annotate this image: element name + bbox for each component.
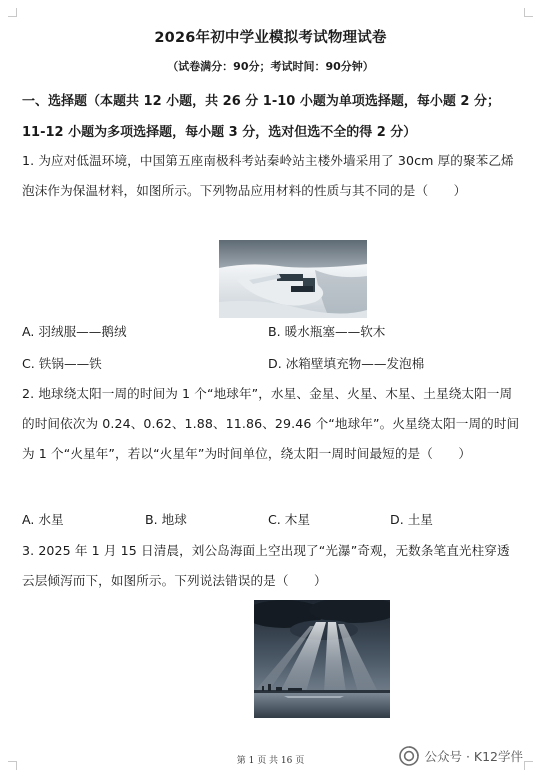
page-corner-mark [524, 8, 533, 17]
wechat-official-account-icon [399, 746, 419, 766]
page-footer: 第 1 页 共 16 页 [236, 756, 305, 766]
question-1-option-a: A. 羽绒服——鹅绒 [22, 324, 127, 339]
page-corner-mark [8, 8, 17, 17]
question-2-option-d: D. 土星 [390, 512, 433, 527]
exam-subtitle: （试卷满分：90分；考试时间：90分钟） [167, 60, 374, 73]
question-1-stem: 1. 为应对低温环境，中国第五座南极科考站秦岭站主楼外墙采用了 30cm 厚的聚苯乙烯泡沫作为保温材料，如图所示。下列物品应用材料的性质与其不同的是（ ） [22, 153, 514, 198]
watermark-text: 公众号 · K12学伴 [424, 749, 523, 764]
question-1-option-c: C. 铁锅——铁 [22, 356, 102, 371]
question-2-option-c: C. 木星 [268, 512, 310, 527]
section-heading-line1: 一、选择题（本题共 12 小题，共 26 分 1-10 小题为单项选择题，每小题 2 分； [22, 94, 500, 109]
watermark [399, 744, 523, 768]
light-rays-over-sea-image [254, 600, 390, 718]
exam-title: 2026年初中学业模拟考试物理试卷 [154, 30, 387, 46]
antarctic-station-image [219, 240, 367, 318]
question-3-stem: 3. 2025 年 1 月 15 日清晨，刘公岛海面上空出现了“光瀑”奇观，无数条笔直光柱穿透云层倾泻而下，如图所示。下列说法错误的是（ ） [22, 543, 510, 588]
question-2-option-b: B. 地球 [145, 512, 187, 527]
question-2-option-a: A. 水星 [22, 512, 64, 527]
section-heading-line2: 11-12 小题为多项选择题，每小题 3 分，选对但选不全的得 2 分） [22, 125, 417, 140]
question-2-stem: 2. 地球绕太阳一周的时间为 1 个“地球年”，水星、金星、火星、木星、土星绕太阳一周的时间依次为 0.24、0.62、1.88、11.86、29.46 个“地球年”。火星绕太阳一周的时间为 1 个“火星年”，若以“火星年”为时间单位，绕太阳一周时间最短的是（ ） [22, 386, 520, 461]
question-1-option-d: D. 冰箱壁填充物——发泡棉 [268, 356, 425, 371]
question-1-option-b: B. 暖水瓶塞——软木 [268, 324, 386, 339]
